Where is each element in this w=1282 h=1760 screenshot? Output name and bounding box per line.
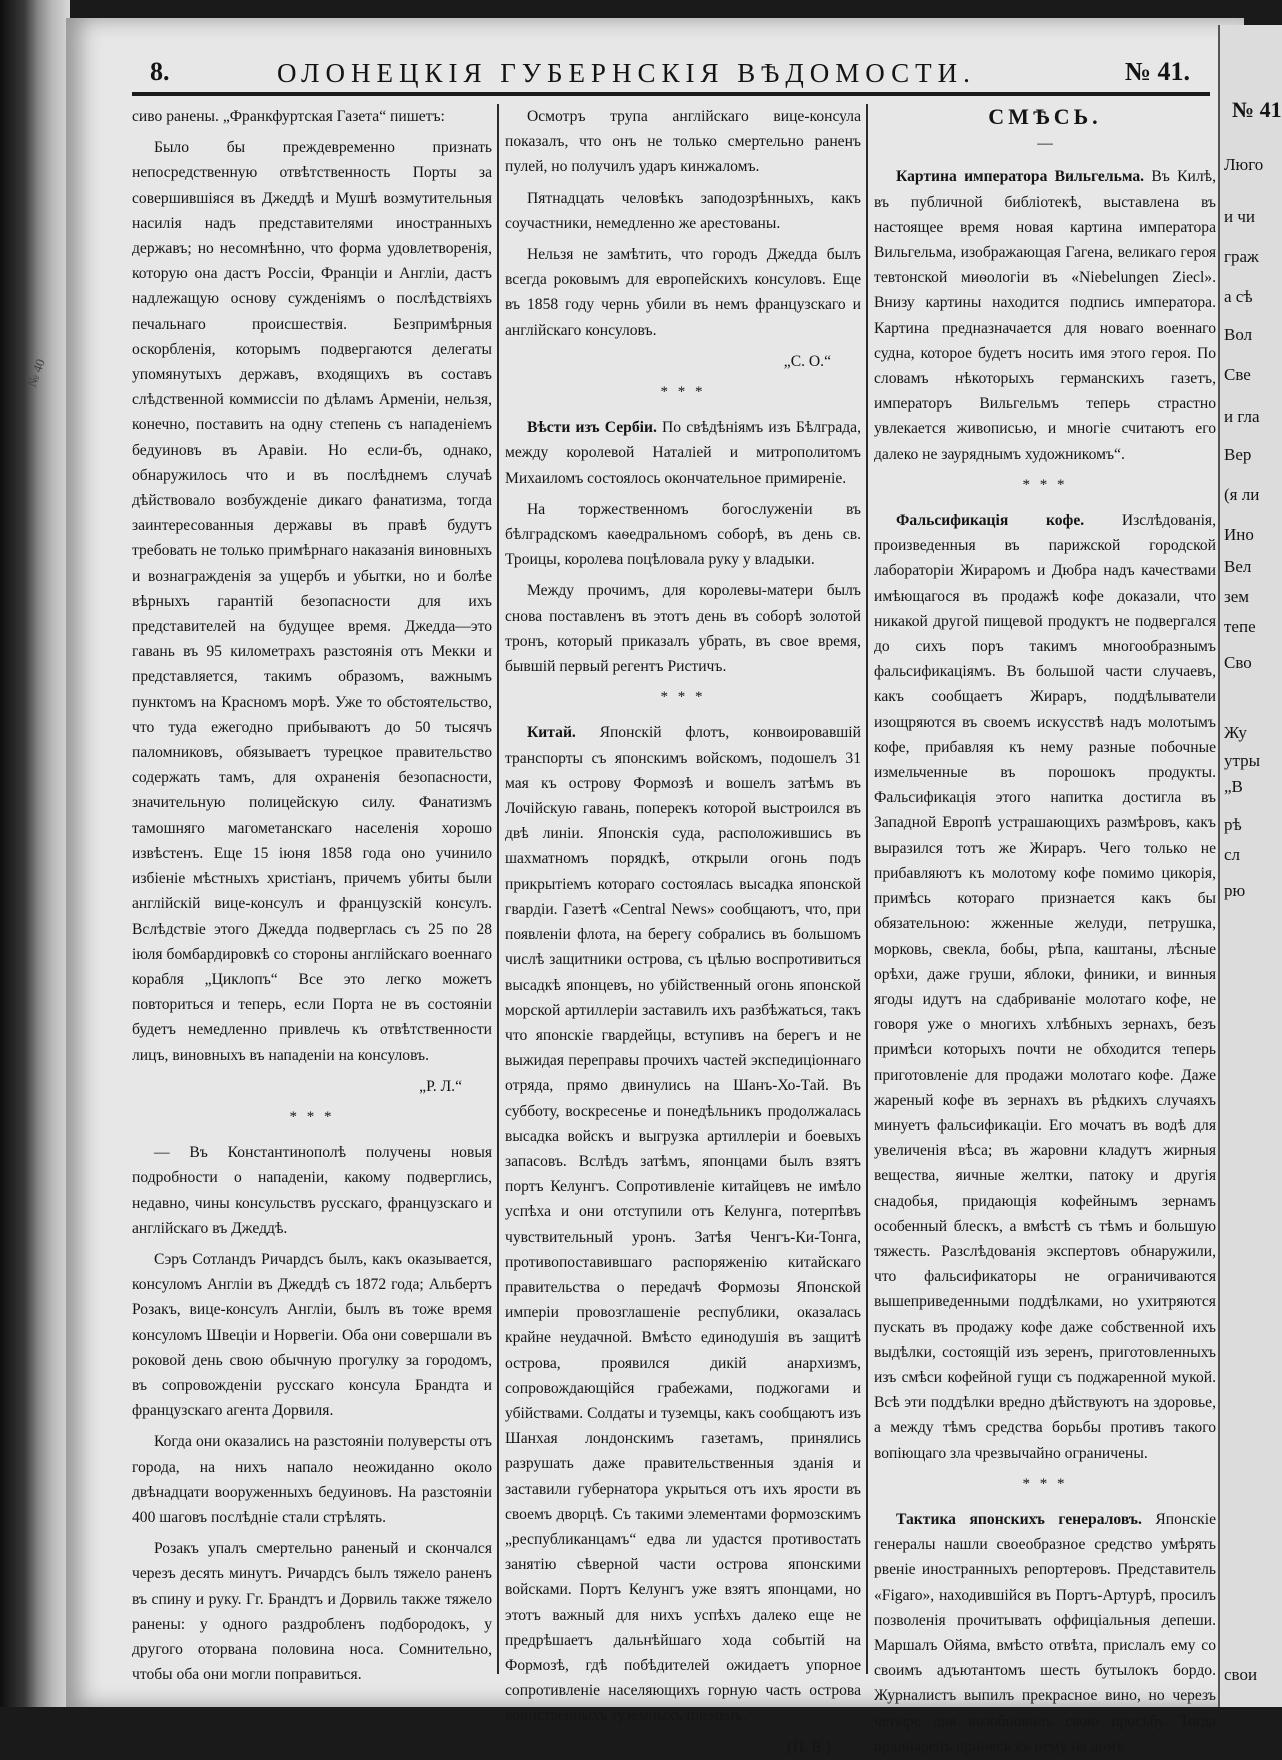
news-item-kaiser-painting	[874, 164, 1216, 466]
column-3	[874, 104, 1216, 1755]
adjacent-text-fragment: Све	[1224, 365, 1251, 384]
article-text: Японскіе генералы нашли своеобразное средство умѣрять рвеніе иностранныхъ репортеровъ. Представитель «Figaro», находившійся въ Портъ-Артурѣ, просилъ позволенія прочитывать оффиціальныя депеши. Маршалъ Ойяма, вмѣсто отвѣта, прислалъ ему со своимъ адъютантомъ шесть бутылокъ бордо. Журналистъ выпилъ прекрасное вино, но черезъ четыре дня возобновилъ свою просьбу. Тогда ординарецъ принесъ къ нему на домъ	[874, 1510, 1216, 1755]
adjacent-text-fragment: Вел	[1224, 557, 1252, 576]
article-heading: Фальсификація кофе.	[896, 512, 1085, 530]
adjacent-text-fragment: „В	[1224, 777, 1243, 796]
adjacent-text-fragment: Ино	[1224, 525, 1254, 544]
issue-number: № 41.	[1124, 57, 1190, 86]
adjacent-text-fragment: рю	[1224, 881, 1246, 900]
paragraph: Розакъ упалъ смертельно раненый и скончался черезъ десять минутъ. Ричардсъ былъ тяжело раненъ въ спину и руку. Гг. Брандтъ и Дорвиль также тяжело ранены: у одного раздробленъ подбородокъ, у другого оторвана половина носа. Сомнительно, чтобы оба они могли поправиться.	[132, 1540, 492, 1684]
binding-stamp: № 40	[23, 356, 48, 389]
section-separator: * * *	[1022, 476, 1068, 493]
adjacent-text-fragment: Вол	[1224, 325, 1253, 344]
newspaper-title: ОЛОНЕЦКІЯ ГУБЕРНСКІЯ ВѢДОМОСТИ.	[277, 58, 976, 88]
column-2	[505, 104, 861, 1756]
article-text: Въ Килѣ, въ публичной библіотекѣ, выставлена въ настоящее время новая картина императора Вильгельма, изображающая Гагена, великаго героя тевтонской миѳологіи въ «Niebelungen Ziecl». Внизу картины находится подпись императора. Картина предназначается для новаго военнаго судна, которое будетъ носить имя этого героя. По словамъ нѣкоторыхъ германскихъ газетъ, императоръ Вильгельмъ теперь страстно увлекается живописью, и многіе считаютъ его далеко не зауряднымъ художникомъ“.	[874, 168, 1216, 463]
news-item-china	[505, 720, 861, 1728]
article-signature: „Р. Л.“	[419, 1077, 462, 1095]
masthead	[132, 55, 1200, 93]
book-binding	[0, 0, 70, 1707]
article-heading: Вѣсти изъ Сербіи.	[527, 419, 657, 437]
article-text: Изслѣдованія, произведенныя въ парижской городской лабораторіи Жираромъ и Дюбра надъ качествами имѣющагося въ продажѣ кофе доказали, что никакой другой пищевой продуктъ не подвергался до сихъ поръ такимъ многообразнымъ фальсификаціямъ. Въ большой части случаевъ, какъ сообщаетъ Жираръ, поддѣлыватели изощряются въ своемъ искусствѣ надъ молотымъ кофе, прибавляя къ нему разные побочные измельченные въ порошокъ продукты. Фальсификація этого напитка достигла въ Западной Европѣ устрашающихъ размѣровъ, какъ выразился тотъ же Жираръ. Чего только не прибавляютъ къ молотому кофе помимо цикорія, примѣсь котораго признается какъ бы обязательною: жженные желуди, петрушка, морковь, свекла, бобы, рѣпа, каштаны, лѣсные орѣхи, даже груши, яблоки, финики, и винныя ягоды идутъ на сдабриваніе молотаго кофе, не говоря уже о многихъ хлѣбныхъ зернахъ, безъ примѣси которыхъ почти не обходится теперь приготовленіе для продажи молотаго кофе. Даже жареный кофе въ зернахъ въ рѣдкихъ случаяхъ минуетъ фальсификаціи. Его мочатъ въ водѣ для увеличенія вѣса; въ жаровни кладутъ жирныя вещества, яичные желтки, патоку и другія снадобья, придающія кофейнымъ зернамъ особенный блескъ, а вмѣстѣ съ тѣмъ и большую тяжесть. Разслѣдованія экспертовъ обнаружили, что фальсификаторы не ограничиваются вышеприведенными поддѣлками, но ухитряются пускать въ продажу кофе даже собственной ихъ выдѣлки, состоящій изъ зеренъ, приготовленныхъ изъ смѣси кофейной гущи съ поджаренной мукой. Всѣ эти поддѣлки вредно дѣйствуютъ на здоровье, а между тѣмъ средства борьбы противъ такого вопіющаго зла чрезвычайно ограничены.	[874, 512, 1216, 1462]
section-separator: * * *	[660, 689, 706, 706]
adjacent-text-fragment: граж	[1224, 247, 1259, 266]
adjacent-text-fragment: Жу	[1224, 723, 1247, 742]
column-divider	[866, 104, 868, 1674]
column-1	[132, 104, 492, 1684]
adjacent-text-fragment: (я ли	[1224, 485, 1260, 504]
adjacent-text-fragment: и чи	[1224, 207, 1255, 226]
article-heading: Картина императора Вильгельма.	[896, 168, 1145, 186]
news-item-coffee	[874, 508, 1216, 1466]
adjacent-text-fragment: а сѣ	[1224, 287, 1253, 306]
article-signature: (П. В.)	[787, 1738, 831, 1756]
adjacent-text-fragment: и гла	[1224, 407, 1260, 426]
page-number: 8.	[150, 57, 170, 86]
section-title-dash: —	[1037, 135, 1053, 153]
adjacent-text-fragment: сл	[1224, 845, 1241, 864]
paragraph: сиво ранены. „Франкфуртская Газета“ пишетъ:	[132, 108, 445, 125]
paragraph: — Въ Константинополѣ получены новыя подробности о нападеніи, какому подверглись, недавно, чины консульствъ русскаго, французскаго и англійскаго въ Джеддѣ.	[132, 1144, 492, 1237]
adjacent-issue-number: № 41	[1232, 97, 1282, 122]
adjacent-page-edge	[1218, 25, 1282, 1707]
adjacent-text-fragment: Люго	[1224, 155, 1264, 174]
adjacent-text-fragment: Сво	[1224, 653, 1252, 672]
adjacent-text-fragment: свои	[1224, 1665, 1258, 1684]
paragraph: На торжественномъ богослуженіи въ бѣлградскомъ каѳедральномъ соборѣ, въ день св. Троицы, королева поцѣловала руку у владыки.	[505, 500, 861, 569]
article-signature: „С. О.“	[783, 352, 831, 370]
paragraph: Сэръ Сотландъ Ричардсъ былъ, какъ оказывается, консуломъ Англіи въ Джеддѣ съ 1872 года; Альбертъ Розакъ, вице-консулъ Англіи, былъ въ тоже время консуломъ Швеціи и Норвегіи. Оба они совершали въ роковой день свою обычную прогулку за городомъ, въ сопровожденіи русскаго консула Брандта и французскаго агента Дорвиля.	[132, 1250, 492, 1420]
paragraph: Было бы преждевременно признать непосредственную отвѣтственность Порты за совершившiяся въ Джеддѣ и Мушѣ возмутительныя насилія надъ представителями иностранныхъ державъ; но несомнѣнно, что форма удовлетворенія, которую она дастъ Россіи, Франціи и Англіи, дастъ надлежащую основу сужденіямъ о послѣдствіяхъ печальнаго происшествія. Безпримѣрныя оскорбленія, которымъ подвергаются делегаты упомянутыхъ державъ, входящихъ въ составъ слѣдственной коммиссіи по дѣламъ Арменіи, нельзя, конечно, поставить на одну степень съ нападеніемъ бедуиновъ въ Аравіи. Но если-бъ, однако, обнаружилось что и въ послѣднемъ случаѣ дѣйствовало возбужденіе дикаго фанатизма, тогда заинтересованныя державы въ правѣ будутъ требовать не только примѣрнаго наказанія виновныхъ и вознагражденія за ущербъ и убытки, но и болѣе вѣрныхъ гарантій безопасности для ихъ представителей на будущее время. Джедда—это гавань въ 95 километрахъ разстоянія отъ Мекки и представляется, такимъ образомъ, важнымъ пунктомъ на Красномъ морѣ. Уже то обстоятельство, что туда ежегодно прибываютъ до 50 тысячъ паломниковъ, обязываетъ турецкое правительство содержать тамъ, для охраненія безопасности, значительную полицейскую силу. Фанатизмъ тамошняго магометанскаго населенія хорошо извѣстенъ. Еще 15 іюня 1858 года оно учинило избіеніе мѣстныхъ христіанъ, причемъ убиты были англійскій вице-консулъ и французскій консулъ. Вслѣдствіе этого Джедда подверглась съ 25 по 28 іюля бомбардировкѣ со стороны англійскаго военнаго корабля „Циклопъ“ Все это легко можетъ повториться и теперь, если Порта не въ состояніи будетъ немедленно привлечь къ отвѣтственности лицъ, виновныхъ въ нападеніи на консуловъ.	[132, 139, 492, 1064]
news-item-serbia	[505, 415, 861, 491]
section-separator: * * *	[289, 1108, 335, 1125]
paragraph: Нельзя не замѣтить, что городъ Джедда былъ всегда роковымъ для европейскихъ консуловъ. Еще въ 1858 году чернь убили въ немъ французскаго и англійскаго консуловъ.	[505, 246, 861, 339]
paragraph: Когда они оказались на разстояніи полуверсты отъ города, на нихъ напало неожиданно около двѣнадцати вооруженныхъ бедуиновъ. На разстояніи 400 шаговъ послѣдніе стали стрѣлять.	[132, 1433, 492, 1526]
section-separator: * * *	[660, 384, 706, 401]
adjacent-text-fragment: рѣ	[1224, 815, 1242, 834]
adjacent-text-fragment: утры	[1224, 751, 1261, 770]
news-item-japanese-generals	[874, 1507, 1216, 1759]
adjacent-text-fragment: тепе	[1224, 617, 1256, 636]
section-title: СМѢСЬ.	[988, 104, 1102, 129]
article-heading: Тактика японскихъ генераловъ.	[896, 1510, 1142, 1528]
adjacent-text-fragment: Вер	[1224, 445, 1252, 464]
paragraph: Осмотръ трупа англійскаго вице-консула показалъ, что онъ не только смертельно раненъ пулей, но получилъ ударъ кинжаломъ.	[505, 108, 861, 176]
article-text: Японскій флотъ, конвоировавшій транспорты съ японскимъ войскомъ, подошелъ 31 мая къ острову Формозѣ и вошелъ затѣмъ въ Лочійскую гавань, поперекъ которой выстроился въ двѣ линіи. Японскія суда, расположившись въ шахматномъ порядкѣ, открыли огонь подъ прикрытіемъ котораго состоялась высадка японской гвардіи. Газетѣ «Central News» сообщаютъ, что, при появленіи флота, на берегу собрались въ большомъ числѣ защитники острова, съ цѣлью воспротивиться высадкѣ японцевъ, но убійственный огонь японской морской артиллеріи заставилъ ихъ разбѣжаться, такъ что японскіе гвардейцы, вступивъ на берегъ и не выжидая переправы прочихъ частей экспедиціоннаго отряда, прямо двинулись на Шанъ-Хо-Тай. Въ субботу, воскресенье и понедѣльникъ продолжалась высадка войскъ и выгрузка артиллеріи и боевыхъ запасовъ. Вслѣдъ затѣмъ, японцами былъ взятъ портъ Келунгъ. Сопротивленіе китайцевъ не имѣло успѣха и они отступили отъ Келунга, потерпѣвъ чувствительный уронъ. Затѣя Ченгъ-Ки-Тонга, противопоставившаго распоряженію китайскаго правительства о передачѣ Формозы Японской имперіи провозглашеніе республики, оказалась крайне неудачной. Вмѣсто единодушія въ защитѣ острова, проявился дикій анархизмъ, сопровождающійся грабежами, поджогами и убійствами. Солдаты и туземцы, какъ сообщаютъ изъ Шанхая лондонскимъ газетамъ, принялись разрушать даже правительственныя зданія и заставили губернатора укрыться отъ ихъ ярости въ своемъ дворцѣ. Съ такими элементами формозскимъ „республиканцамъ“ едва ли удастся противостать занятію сѣверной части острова японскими войсками. Портъ Келунгъ уже взятъ японцами, но этотъ важный для нихъ успѣхъ далеко еще не предрѣшаетъ дальнѣйшаго хода событій на Формозѣ, гдѣ побѣдителей ожидаетъ упорное сопротивленіе населяющихъ горную часть острова воинственныхъ туземныхъ племенъ.	[505, 724, 861, 1725]
paragraph: Между прочимъ, для королевы-матери былъ снова поставленъ въ этотъ день въ соборѣ золотой тронъ, который приказалъ убрать, въ свое время, бывшій первый регентъ Ристичъ.	[505, 582, 861, 676]
article-text: По свѣдѣніямъ изъ Бѣлграда, между королевой Наталіей и митрополитомъ Михаиломъ состоялось окончательное примиреніе.	[505, 419, 861, 487]
masthead-rule	[132, 92, 1210, 96]
article-heading: Китай.	[527, 724, 576, 742]
paragraph: Пятнадцать человѣкъ заподозрѣнныхъ, какъ соучастники, немедленно же арестованы.	[505, 189, 861, 232]
column-divider	[497, 104, 499, 1674]
section-separator: * * *	[1022, 1475, 1068, 1492]
adjacent-text-fragment: зем	[1224, 587, 1250, 606]
